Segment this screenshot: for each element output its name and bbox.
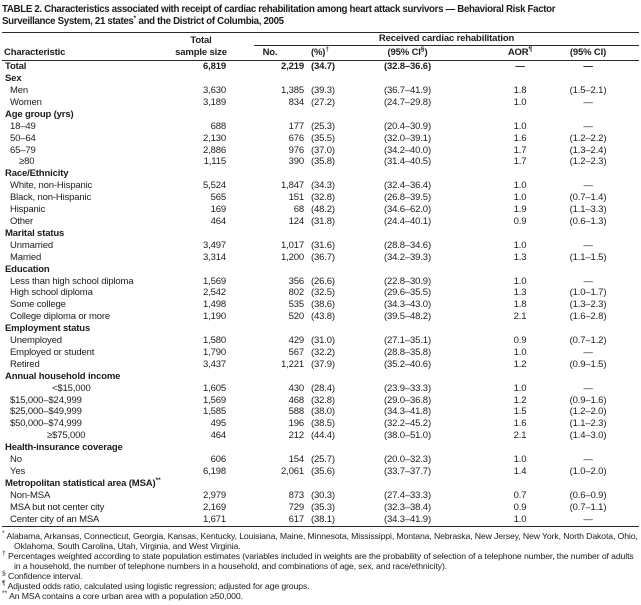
footnote-marker: * — [2, 529, 5, 537]
cell-ci: (33.7–37.7) — [384, 466, 431, 477]
row-label: 50–64 — [10, 132, 36, 144]
cell-ci: (34.3–41.8) — [384, 406, 431, 418]
cell-aor: 1.0 — [513, 382, 527, 394]
cell-count: 1,385 — [280, 85, 304, 96]
cell-sample-size: 495 — [210, 418, 226, 430]
cell-percent: (25.3) — [311, 120, 335, 132]
cell-percent: (43.8) — [311, 311, 335, 323]
table-row — [2, 395, 639, 407]
cell-aor: 1.3 — [513, 287, 527, 299]
cell-aor-ci: (1.0–1.7) — [569, 287, 607, 299]
row-label: ≥80 — [19, 156, 35, 168]
cell-sample-size: 6,198 — [202, 466, 226, 477]
cell-ci: (22.8–30.9) — [384, 275, 431, 287]
cell-count: 429 — [288, 335, 304, 347]
cell-percent: (32.5) — [311, 287, 335, 299]
row-label: No — [10, 454, 22, 466]
cell-count: 68 — [293, 204, 304, 216]
section-row — [2, 442, 639, 454]
cell-sample-size: 6,819 — [202, 61, 226, 73]
section-row — [2, 109, 639, 121]
cell-aor: 1.4 — [513, 466, 527, 477]
cell-ci: (32.2–45.2) — [384, 418, 431, 430]
cell-percent: (35.6) — [311, 466, 335, 477]
cell-aor: 1.5 — [513, 406, 527, 418]
cell-ci: (24.7–29.8) — [384, 96, 431, 108]
cell-percent: (32.8) — [311, 192, 335, 204]
title-asterisk-footnote-marker: * — [133, 14, 137, 22]
cell-percent: (37.0) — [311, 144, 335, 156]
row-label: Employment status — [5, 323, 91, 335]
cell-count: 588 — [288, 406, 304, 418]
cell-count: 2,061 — [280, 466, 304, 477]
row-label: 18–49 — [10, 120, 36, 132]
cell-aor-ci: (0.9–1.5) — [569, 358, 607, 370]
cell-ci: (38.0–51.0) — [384, 430, 431, 442]
table-row — [2, 216, 639, 228]
cell-aor: 0.9 — [513, 501, 527, 513]
cell-percent: (35.8) — [311, 156, 335, 168]
cell-ci: (39.5–48.2) — [384, 311, 431, 323]
footnote-text: An MSA contains a core urban area with a population ≥50,000. — [7, 590, 243, 601]
cell-count: 468 — [288, 394, 304, 406]
cell-ci: (32.4–36.4) — [384, 180, 431, 192]
cell-sample-size: 2,542 — [202, 287, 226, 299]
cell-percent: (28.4) — [311, 382, 335, 394]
cell-aor: 1.7 — [513, 144, 527, 156]
cell-count: 1,221 — [280, 358, 304, 370]
row-label: Less than high school diploma — [10, 275, 134, 287]
table-row — [2, 490, 639, 502]
cell-aor: 1.2 — [513, 358, 527, 370]
footnotes — [2, 531, 639, 601]
cell-aor: 1.0 — [513, 239, 527, 251]
cell-aor: 1.0 — [513, 120, 527, 132]
cell-aor-ci: — — [583, 96, 593, 108]
section-row — [2, 73, 639, 85]
cell-sample-size: 2,169 — [202, 501, 226, 513]
cell-sample-size: 606 — [210, 454, 226, 466]
table-row — [2, 502, 639, 514]
table-row — [2, 383, 639, 395]
cell-aor: 1.0 — [513, 96, 527, 108]
table-row — [2, 359, 639, 371]
footnote — [2, 531, 639, 551]
cell-percent: (34.3) — [311, 180, 335, 192]
row-label: Age group (yrs) — [5, 108, 74, 120]
cell-percent: (48.2) — [311, 204, 335, 216]
cell-aor-ci: — — [565, 514, 639, 526]
cell-count: 177 — [288, 120, 304, 132]
table-row — [2, 347, 639, 359]
title-line-2-text: Surveillance System, 21 states — [2, 15, 134, 27]
row-label: Other — [10, 215, 34, 227]
table-row — [2, 192, 639, 204]
cell-ci: (34.3–43.0) — [384, 299, 431, 311]
cell-ci: (28.8–34.6) — [384, 239, 431, 251]
cell-aor-ci: (1.1–2.3) — [569, 418, 607, 430]
cell-percent: (31.8) — [311, 215, 335, 227]
cell-percent: (35.3) — [311, 501, 335, 513]
cell-sample-size: 464 — [210, 430, 226, 442]
table-row — [2, 406, 639, 418]
row-label: High school diploma — [10, 287, 93, 299]
cell-aor-ci: — — [583, 346, 593, 358]
cell-ci: (32.3–38.4) — [384, 501, 431, 513]
cell-ci: (31.4–40.5) — [384, 156, 431, 168]
header-total: Total — [190, 35, 212, 47]
cell-percent: (25.7) — [311, 454, 335, 466]
cell-sample-size: 5,524 — [202, 180, 226, 192]
cell-ci: (29.0–36.8) — [384, 394, 431, 406]
cell-aor-ci: (0.6–0.9) — [569, 489, 607, 501]
cell-percent: (38.0) — [311, 406, 335, 418]
row-label: Total — [5, 61, 27, 73]
cell-sample-size: 1,580 — [202, 335, 226, 347]
cell-aor: 1.6 — [513, 418, 527, 430]
cell-aor-ci: (1.5–2.1) — [569, 85, 607, 96]
section-row — [2, 478, 639, 490]
row-label: $25,000–$49,999 — [10, 406, 82, 418]
cell-sample-size: 1,190 — [202, 311, 226, 323]
row-label: 65–79 — [10, 144, 36, 156]
cell-sample-size: 2,130 — [202, 132, 226, 144]
table-row — [2, 156, 639, 168]
cell-ci: (27.1–35.1) — [384, 335, 431, 347]
header-aor-footnote-marker: ¶ — [528, 46, 533, 54]
cell-ci: (35.2–40.6) — [384, 358, 431, 370]
cell-ci: (27.4–33.3) — [384, 489, 431, 501]
header-characteristic: Characteristic — [2, 46, 170, 61]
cell-aor: 1.0 — [513, 180, 527, 192]
cell-aor: 1.9 — [513, 204, 527, 216]
cell-aor: 1.3 — [513, 251, 527, 263]
cell-aor-ci: (1.6–2.8) — [569, 311, 607, 323]
cell-count: 676 — [288, 132, 304, 144]
cell-aor-ci: (0.7–1.1) — [569, 501, 607, 513]
table-row — [2, 252, 639, 264]
cell-count: 124 — [288, 215, 304, 227]
header-percent: (%)† — [308, 46, 354, 61]
cell-ci: (20.0–32.3) — [384, 454, 431, 466]
section-row — [2, 323, 639, 335]
row-label: $50,000–$74,999 — [10, 418, 82, 430]
cell-aor: 1.8 — [513, 299, 527, 311]
cell-percent: (36.7) — [311, 251, 335, 263]
cell-aor-ci: — — [583, 120, 593, 132]
cell-aor: — — [515, 61, 525, 73]
table-row — [2, 311, 639, 323]
cell-sample-size: 1,585 — [202, 406, 226, 418]
cell-aor-ci: (1.1–1.5) — [569, 251, 607, 263]
cell-aor: 1.8 — [513, 85, 527, 96]
cell-ci: (32.0–39.1) — [384, 132, 431, 144]
cell-count: 390 — [288, 156, 304, 168]
header-group-cell — [232, 33, 639, 47]
cell-percent: (35.5) — [311, 132, 335, 144]
cell-aor: 1.7 — [513, 156, 527, 168]
cell-aor-ci: (1.2–2.2) — [569, 132, 607, 144]
table-row — [2, 514, 639, 526]
table-row — [2, 61, 639, 73]
row-label: Education — [5, 263, 50, 275]
footnote-text: Adjusted odds ratio, calculated using logistic regression; adjusted for age groups. — [5, 580, 310, 591]
cell-percent: (38.5) — [311, 418, 335, 430]
cell-aor-ci: (1.2–2.0) — [569, 406, 607, 418]
footnote-text: Alabama, Arkansas, Connecticut, Georgia, Kansas, Kentucky, Louisiana, Maine, Minnesota, Mississippi, Montana, Nebraska, New Jersey, New York, North Dakota, Ohio, Oklahoma, South Carolina, Utah, Virginia, and West Virginia. — [4, 530, 638, 551]
table-row — [2, 299, 639, 311]
cell-aor: 1.0 — [513, 275, 527, 287]
cell-ci: (20.4–30.9) — [384, 120, 431, 132]
row-label: Marital status — [5, 227, 65, 239]
table-row — [2, 85, 639, 97]
cell-sample-size: 1,671 — [170, 514, 232, 526]
section-row — [2, 168, 639, 180]
table-row — [2, 240, 639, 252]
row-label: Retired — [10, 358, 40, 370]
header-ci: (95% CI§) — [354, 46, 475, 61]
cell-sample-size: 2,886 — [202, 144, 226, 156]
cell-percent: (34.7) — [311, 61, 335, 73]
cell-count: 1,200 — [280, 251, 304, 263]
cell-ci: (24.4–40.1) — [384, 215, 431, 227]
row-label: White, non-Hispanic — [10, 180, 93, 192]
cell-sample-size: 1,569 — [202, 275, 226, 287]
cell-percent: (32.2) — [311, 346, 335, 358]
cell-count: 154 — [288, 454, 304, 466]
row-label: Center city of an MSA — [2, 514, 170, 526]
cell-ci: (34.3–41.9) — [354, 514, 475, 526]
cell-aor-ci: (0.7–1.4) — [569, 192, 607, 204]
cell-ci: (34.2–39.3) — [384, 251, 431, 263]
cell-count: 356 — [288, 275, 304, 287]
cell-aor: 1.2 — [513, 394, 527, 406]
title-line-2 — [2, 16, 639, 28]
cell-ci: (32.8–36.6) — [384, 61, 431, 73]
table-row — [2, 430, 639, 442]
cell-aor-ci: (1.2–2.3) — [569, 156, 607, 168]
table-row — [2, 180, 639, 192]
row-label: $15,000–$24,999 — [10, 394, 82, 406]
cell-sample-size: 3,314 — [202, 251, 226, 263]
cell-aor: 1.0 — [513, 192, 527, 204]
table-row — [2, 466, 639, 478]
cell-ci: (34.6–62.0) — [384, 204, 431, 216]
cell-aor-ci: — — [583, 382, 593, 394]
cell-sample-size: 1,498 — [202, 299, 226, 311]
cell-aor-ci: (1.1–3.3) — [569, 204, 607, 216]
cell-percent: (30.3) — [311, 489, 335, 501]
cell-sample-size: 464 — [210, 215, 226, 227]
cell-sample-size: 565 — [210, 192, 226, 204]
footnote-marker: † — [2, 549, 6, 557]
footnote — [2, 591, 639, 601]
table-body — [2, 61, 639, 526]
cell-count: 212 — [288, 430, 304, 442]
header-sample-size: sample size — [170, 46, 232, 61]
cell-count: 976 — [288, 144, 304, 156]
cell-sample-size: 169 — [210, 204, 226, 216]
table-row — [2, 145, 639, 157]
cell-aor: 2.1 — [513, 430, 527, 442]
characteristics-table — [2, 32, 639, 526]
cell-aor-ci: (0.9–1.6) — [569, 394, 607, 406]
row-label: Unmarried — [10, 239, 53, 251]
row-label: Women — [10, 96, 42, 108]
cell-ci: (23.9–33.3) — [384, 382, 431, 394]
cell-sample-size: 1,790 — [202, 346, 226, 358]
cell-aor-ci: (1.4–3.0) — [569, 430, 607, 442]
header-aor-ci: (95% CI) — [565, 46, 639, 61]
cell-percent: (31.6) — [311, 239, 335, 251]
row-label: Health-insurance coverage — [5, 442, 123, 454]
cell-aor-ci: — — [583, 239, 593, 251]
cell-aor-ci: (1.3–2.4) — [569, 144, 607, 156]
cell-ci: (36.7–41.9) — [384, 85, 431, 96]
row-label: Unemployed — [10, 335, 62, 347]
row-label: Non-MSA — [10, 489, 51, 501]
header-no: No. — [232, 46, 308, 61]
cell-aor-ci: — — [583, 61, 593, 73]
cell-count: 196 — [288, 418, 304, 430]
cell-ci: (29.6–35.5) — [384, 287, 431, 299]
cell-percent: (27.2) — [311, 96, 335, 108]
cell-percent: (37.9) — [311, 358, 335, 370]
row-label: Married — [10, 251, 42, 263]
row-label: Yes — [10, 466, 26, 477]
cell-sample-size: 2,979 — [202, 489, 226, 501]
cell-count: 873 — [288, 489, 304, 501]
cell-count: 2,219 — [280, 61, 304, 73]
header-column-row — [2, 46, 639, 61]
cell-aor: 1.6 — [513, 132, 527, 144]
cell-aor-ci: — — [583, 180, 593, 192]
row-label: College diploma or more — [10, 311, 111, 323]
footnote-marker: ** — [2, 589, 8, 597]
cell-count: 151 — [288, 192, 304, 204]
table-row — [2, 204, 639, 216]
header-spacer — [2, 33, 170, 47]
table-row — [2, 276, 639, 288]
row-label: Metropolitan statistical area (MSA)** — [5, 476, 161, 489]
table-header — [2, 33, 639, 61]
table-title — [2, 4, 639, 27]
cell-aor-ci: (1.0–2.0) — [569, 466, 607, 477]
cell-count: 1,847 — [280, 180, 304, 192]
cell-percent: (39.3) — [311, 85, 335, 96]
cell-sample-size: 688 — [210, 120, 226, 132]
cell-percent: (32.8) — [311, 394, 335, 406]
footnote-text: Percentages weighted according to state population estimates (variables included in weights are the probability of selection of a telephone number, the number of adults in a household, the number of telephone numbers in a household, and combinations of age, sex, and race/ethnicity). — [5, 550, 634, 571]
footnote — [2, 581, 639, 591]
row-label: Hispanic — [10, 204, 46, 216]
table-row — [2, 121, 639, 133]
row-label: ≥$75,000 — [47, 430, 86, 442]
cell-count: 617 — [232, 514, 308, 526]
cell-aor: 1.0 — [475, 514, 565, 526]
footnote-text: Confidence interval. — [5, 570, 83, 581]
table-row — [2, 97, 639, 109]
cell-sample-size: 3,497 — [202, 239, 226, 251]
cell-ci: (28.8–35.8) — [384, 346, 431, 358]
header-aor: AOR¶ — [475, 46, 565, 61]
table-row — [2, 287, 639, 299]
row-label: Black, non-Hispanic — [10, 192, 92, 204]
cell-percent: (26.6) — [311, 275, 335, 287]
footnote — [2, 571, 639, 581]
cell-percent: (38.6) — [311, 299, 335, 311]
cell-sample-size: 1,115 — [203, 156, 226, 168]
header-percent-footnote-marker: † — [325, 46, 330, 54]
cell-count: 1,017 — [280, 239, 304, 251]
table-row — [2, 133, 639, 145]
header-group-row — [2, 33, 639, 47]
footnote-marker: § — [2, 569, 6, 577]
cell-count: 567 — [288, 346, 304, 358]
row-label: MSA but not center city — [10, 501, 105, 513]
cell-count: 430 — [288, 382, 304, 394]
cell-ci: (26.8–39.5) — [384, 192, 431, 204]
table-row — [2, 335, 639, 347]
row-label: Sex — [5, 73, 22, 85]
header-ci-footnote-marker: § — [420, 46, 425, 54]
footnote — [2, 551, 639, 571]
cell-aor: 1.0 — [513, 346, 527, 358]
header-received-cardiac-rehab: Received cardiac rehabilitation — [254, 33, 639, 46]
title-line-1: TABLE 2. Characteristics associated with receipt of cardiac rehabilitation among heart attack survivors — Behavioral Risk Factor — [2, 4, 556, 15]
footnote-marker: ¶ — [2, 579, 6, 587]
row-label: Race/Ethnicity — [5, 168, 69, 180]
section-row — [2, 371, 639, 383]
section-row — [2, 264, 639, 276]
cell-percent: (31.0) — [311, 335, 335, 347]
title-line-2-tail: and the District of Columbia, 2005 — [136, 15, 284, 27]
cell-aor-ci: — — [583, 275, 593, 287]
cell-count: 729 — [288, 501, 304, 513]
cell-sample-size: 3,630 — [202, 85, 226, 96]
row-label: Men — [10, 85, 29, 96]
cell-sample-size: 3,437 — [202, 358, 226, 370]
cell-aor-ci: (1.3–2.3) — [569, 299, 607, 311]
cell-count: 802 — [288, 287, 304, 299]
row-label: Employed or student — [10, 346, 95, 358]
cell-ci: (34.2–40.0) — [384, 144, 431, 156]
cell-sample-size: 1,569 — [202, 394, 226, 406]
cell-aor: 1.0 — [513, 454, 527, 466]
row-label: Some college — [10, 299, 66, 311]
cell-sample-size: 3,189 — [202, 96, 226, 108]
cell-aor: 0.7 — [513, 489, 527, 501]
cell-count: 520 — [288, 311, 304, 323]
cell-aor: 0.9 — [513, 215, 527, 227]
cell-aor-ci: (0.7–1.2) — [569, 335, 607, 347]
cell-aor-ci: — — [583, 454, 593, 466]
cell-percent: (44.4) — [311, 430, 335, 442]
cell-aor: 2.1 — [513, 311, 527, 323]
cell-sample-size: 1,605 — [202, 382, 226, 394]
cell-aor: 0.9 — [513, 335, 527, 347]
cell-aor-ci: (0.6–1.3) — [569, 215, 607, 227]
row-label: Annual household income — [5, 370, 121, 382]
table-row — [2, 454, 639, 466]
section-row — [2, 228, 639, 240]
row-label: <$15,000 — [52, 382, 91, 394]
cell-count: 535 — [288, 299, 304, 311]
cell-percent: (38.1) — [308, 514, 354, 526]
cell-count: 834 — [288, 96, 304, 108]
table-row — [2, 418, 639, 430]
